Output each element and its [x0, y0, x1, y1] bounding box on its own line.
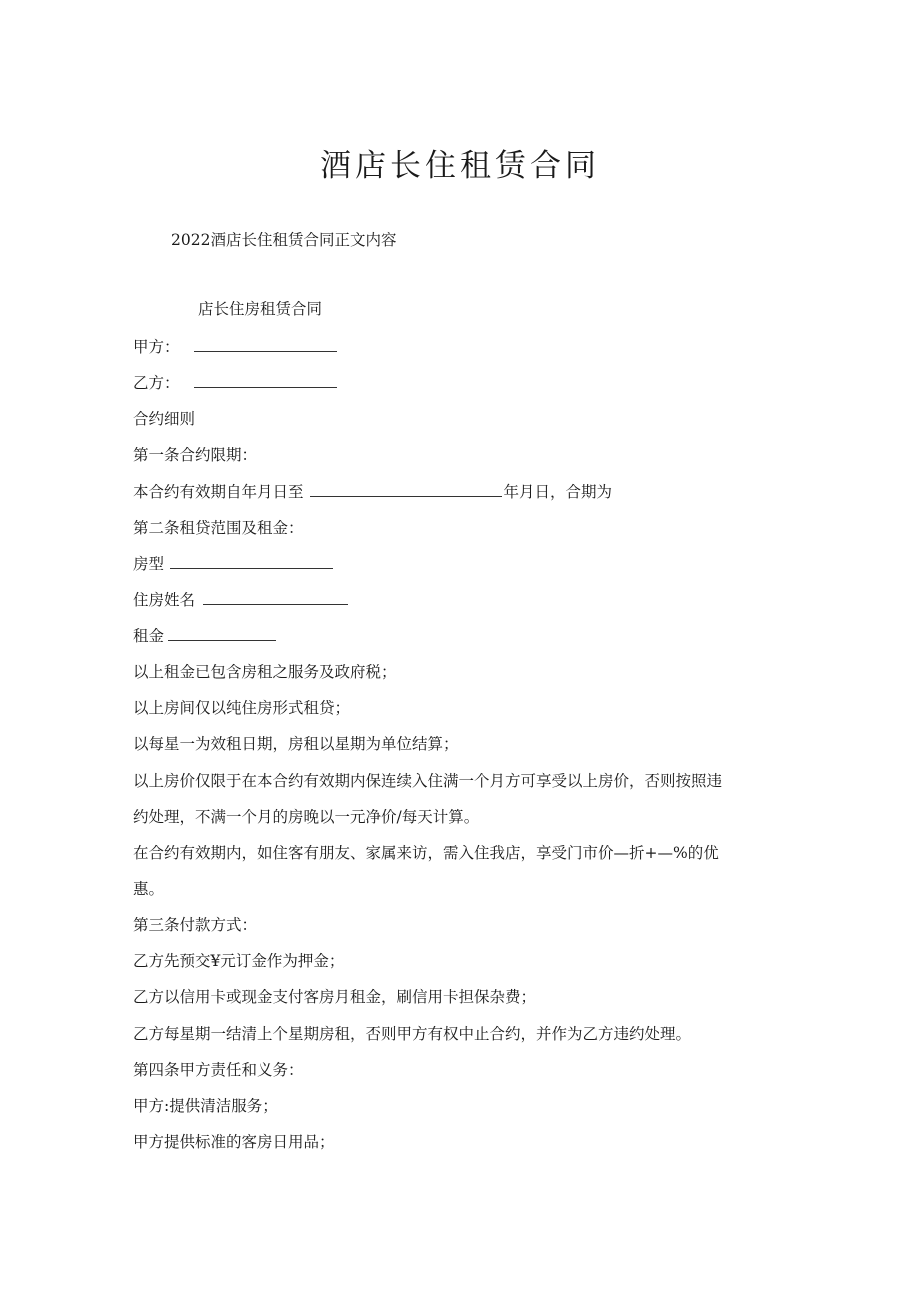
article1-text-before: 本合约有效期自年月日至 [133, 483, 304, 501]
payment-weekly: 乙方每星期一结清上个星期房租，否则甲方有权中止合约，并作为乙方违约处理。 [133, 1025, 692, 1043]
clause-price-line2: 约处理，不满一个月的房晚以一元净价/每天计算。 [133, 808, 480, 826]
article3-title: 第三条付款方式： [133, 916, 258, 934]
document-subtitle: 2022酒店长住租赁合同正文内容 [171, 231, 397, 249]
term-end-blank [310, 481, 502, 497]
article1-term-line [133, 480, 612, 504]
room-type-blank [170, 553, 333, 569]
guest-name-label: 住房姓名 [133, 591, 196, 609]
duty-cleaning: 甲方:提供清洁服务； [133, 1097, 278, 1115]
rent-blank [168, 625, 276, 641]
party-b-label: 乙方： [133, 374, 180, 392]
clause-visitors-line2: 惠。 [133, 880, 165, 898]
contract-name: 店长住房租赁合同 [198, 300, 323, 318]
guest-name-line [133, 588, 348, 612]
room-type-line [133, 552, 333, 576]
clause-rent-included: 以上租金已包含房租之服务及政府税； [133, 663, 397, 681]
article1-title: 第一条合约限期： [133, 446, 258, 464]
room-type-label: 房型 [133, 555, 165, 573]
rent-line [133, 624, 276, 648]
guest-name-blank [203, 589, 348, 605]
rent-label: 租金 [133, 627, 165, 645]
document-title: 酒店长住租赁合同 [320, 148, 600, 184]
clause-price-line1: 以上房价仅限于在本合约有效期内保连续入住满一个月方可享受以上房价，否则按照违 [133, 772, 723, 790]
duty-supplies: 甲方提供标准的客房日用品； [133, 1133, 335, 1151]
party-a-blank [194, 336, 337, 352]
payment-method: 乙方以信用卡或现金支付客房月租金，刷信用卡担保杂费； [133, 988, 537, 1006]
article4-title: 第四条甲方责任和义务： [133, 1061, 304, 1079]
clause-visitors-line1: 在合约有效期内，如住客有朋友、家属来访，需入住我店，享受门市价—折+—%的优 [133, 844, 719, 862]
section-heading: 合约细则 [133, 410, 196, 428]
party-a-line [133, 335, 337, 359]
party-b-blank [194, 372, 337, 388]
payment-deposit: 乙方先预交¥元订金作为押金； [133, 952, 345, 970]
party-a-label: 甲方： [133, 338, 180, 356]
clause-weekly: 以每星一为效租日期，房租以星期为单位结算； [133, 735, 459, 753]
party-b-line [133, 371, 337, 395]
article2-title: 第二条租贷范围及租金： [133, 519, 304, 537]
article1-text-after: 年月日，合期为 [503, 483, 613, 501]
clause-residential-only: 以上房间仅以纯住房形式租贷； [133, 699, 351, 717]
